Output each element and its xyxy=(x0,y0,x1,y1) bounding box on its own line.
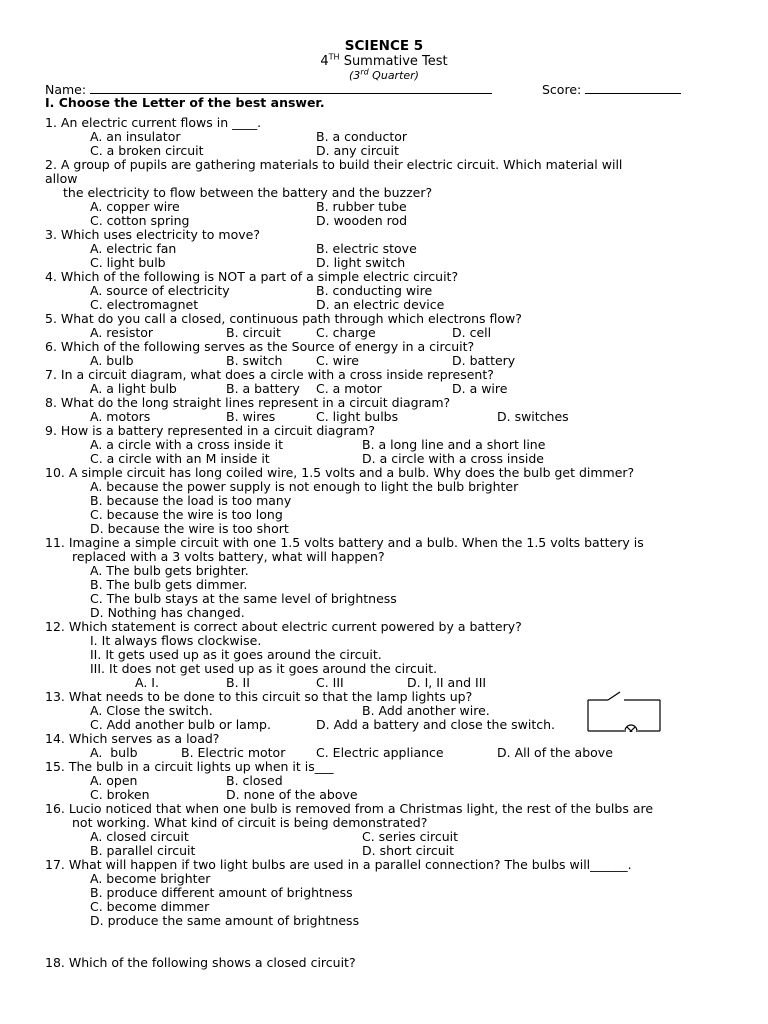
q17-option-b[interactable]: B. produce different amount of brightness xyxy=(90,885,353,900)
q6-option-d[interactable]: D. battery xyxy=(452,353,516,368)
question-6: 6. Which of the following serves as the Source of energy in a circuit? xyxy=(45,339,475,354)
score-label: Score: xyxy=(542,82,586,97)
section-heading: I. Choose the Letter of the best answer. xyxy=(45,95,325,110)
q4-option-b[interactable]: B. conducting wire xyxy=(316,283,433,298)
question-2-line-2: allow xyxy=(45,171,78,186)
q2-option-c[interactable]: C. cotton spring xyxy=(90,213,190,228)
q9-option-c[interactable]: C. a circle with an M inside it xyxy=(90,451,270,466)
q14-option-b[interactable]: B. Electric motor xyxy=(181,745,286,760)
q3-option-a[interactable]: A. electric fan xyxy=(90,241,177,256)
question-2-line-3: the electricity to flow between the battery and the buzzer? xyxy=(63,185,433,200)
q1-option-c[interactable]: C. a broken circuit xyxy=(90,143,204,158)
q17-option-d[interactable]: D. produce the same amount of brightness xyxy=(90,913,360,928)
subject-title: SCIENCE 5 xyxy=(344,38,424,54)
q6-option-b[interactable]: B. switch xyxy=(226,353,283,368)
score-field[interactable] xyxy=(542,82,681,97)
question-11: 11. Imagine a simple circuit with one 1.5 volts battery and a bulb. When the 1.5 volts battery is xyxy=(45,535,644,550)
question-12: 12. Which statement is correct about electric current powered by a battery? xyxy=(45,619,522,634)
question-8: 8. What do the long straight lines represent in a circuit diagram? xyxy=(45,395,451,410)
q13-option-c[interactable]: C. Add another bulb or lamp. xyxy=(90,717,271,732)
name-blank[interactable] xyxy=(90,82,492,94)
q15-option-b[interactable]: B. closed xyxy=(226,773,283,788)
q16-option-d[interactable]: D. short circuit xyxy=(362,843,455,858)
q17-option-a[interactable]: A. become brighter xyxy=(90,871,211,886)
question-16: 16. Lucio noticed that when one bulb is removed from a Christmas light, the rest of the bulbs are xyxy=(45,801,654,816)
q11-option-d[interactable]: D. Nothing has changed. xyxy=(90,605,245,620)
q12-statement-ii: II. It gets used up as it goes around the circuit. xyxy=(90,647,382,662)
q8-option-c[interactable]: C. light bulbs xyxy=(316,409,399,424)
question-4: 4. Which of the following is NOT a part of a simple electric circuit? xyxy=(45,269,459,284)
q1-option-b[interactable]: B. a conductor xyxy=(316,129,408,144)
q12-option-a[interactable]: A. I. xyxy=(135,675,159,690)
q9-option-d[interactable]: D. a circle with a cross inside xyxy=(362,451,544,466)
question-13: 13. What needs to be done to this circuit so that the lamp lights up? xyxy=(45,689,473,704)
question-7: 7. In a circuit diagram, what does a circle with a cross inside represent? xyxy=(45,367,494,382)
q7-option-b[interactable]: B. a battery xyxy=(226,381,300,396)
q11-option-c[interactable]: C. The bulb stays at the same level of brightness xyxy=(90,591,397,606)
question-1: 1. An electric current flows in ____. xyxy=(45,115,262,130)
question-17: 17. What will happen if two light bulbs are used in a parallel connection? The bulbs will______. xyxy=(45,857,632,872)
q5-option-a[interactable]: A. resistor xyxy=(90,325,154,340)
question-2: 2. A group of pupils are gathering materials to build their electric circuit. Which material will xyxy=(45,157,623,172)
q16-option-b[interactable]: B. parallel circuit xyxy=(90,843,196,858)
q6-option-c[interactable]: C. wire xyxy=(316,353,359,368)
question-10: 10. A simple circuit has long coiled wire, 1.5 volts and a bulb. Why does the bulb get dimmer? xyxy=(45,465,635,480)
q13-option-b[interactable]: B. Add another wire. xyxy=(362,703,490,718)
q5-option-c[interactable]: C. charge xyxy=(316,325,376,340)
q7-option-c[interactable]: C. a motor xyxy=(316,381,382,396)
q10-option-d[interactable]: D. because the wire is too short xyxy=(90,521,289,536)
score-blank[interactable] xyxy=(585,82,681,94)
q12-statement-i: I. It always flows clockwise. xyxy=(90,633,262,648)
quarter-number: (3 xyxy=(349,69,361,82)
q7-option-a[interactable]: A. a light bulb xyxy=(90,381,177,396)
q10-option-c[interactable]: C. because the wire is too long xyxy=(90,507,283,522)
question-9: 9. How is a battery represented in a circuit diagram? xyxy=(45,423,375,438)
q5-option-d[interactable]: D. cell xyxy=(452,325,492,340)
question-15: 15. The bulb in a circuit lights up when it is___ xyxy=(45,759,334,774)
switch-lever-icon xyxy=(608,692,620,700)
q7-option-d[interactable]: D. a wire xyxy=(452,381,508,396)
q9-option-a[interactable]: A. a circle with a cross inside it xyxy=(90,437,283,452)
q4-option-a[interactable]: A. source of electricity xyxy=(90,283,230,298)
q3-option-b[interactable]: B. electric stove xyxy=(316,241,417,256)
q8-option-d[interactable]: D. switches xyxy=(497,409,569,424)
q3-option-c[interactable]: C. light bulb xyxy=(90,255,166,270)
q10-option-b[interactable]: B. because the load is too many xyxy=(90,493,292,508)
q9-option-b[interactable]: B. a long line and a short line xyxy=(362,437,546,452)
q16-option-a[interactable]: A. closed circuit xyxy=(90,829,189,844)
test-number-suffix: TH xyxy=(328,52,340,62)
test-title xyxy=(0,54,768,69)
q17-option-c[interactable]: C. become dimmer xyxy=(90,899,210,914)
q10-option-a[interactable]: A. because the power supply is not enough to light the bulb brighter xyxy=(90,479,519,494)
q6-option-a[interactable]: A. bulb xyxy=(90,353,134,368)
q15-option-a[interactable]: A. open xyxy=(90,773,138,788)
q14-option-d[interactable]: D. All of the above xyxy=(497,745,613,760)
question-18: 18. Which of the following shows a closed circuit? xyxy=(45,955,356,970)
q2-option-a[interactable]: A. copper wire xyxy=(90,199,180,214)
q11-option-b[interactable]: B. The bulb gets dimmer. xyxy=(90,577,248,592)
name-label: Name: xyxy=(45,82,91,97)
q2-option-b[interactable]: B. rubber tube xyxy=(316,199,407,214)
q5-option-b[interactable]: B. circuit xyxy=(226,325,281,340)
question-14: 14. Which serves as a load? xyxy=(45,731,220,746)
q8-option-a[interactable]: A. motors xyxy=(90,409,151,424)
q4-option-d[interactable]: D. an electric device xyxy=(316,297,445,312)
q14-option-c[interactable]: C. Electric appliance xyxy=(316,745,444,760)
q16-option-c[interactable]: C. series circuit xyxy=(362,829,459,844)
q1-option-d[interactable]: D. any circuit xyxy=(316,143,399,158)
q12-option-b[interactable]: B. II xyxy=(226,675,250,690)
q15-option-c[interactable]: C. broken xyxy=(90,787,150,802)
q12-option-d[interactable]: D. I, II and III xyxy=(407,675,487,690)
q13-option-d[interactable]: D. Add a battery and close the switch. xyxy=(316,717,556,732)
q12-statement-iii: III. It does not get used up as it goes around the circuit. xyxy=(90,661,438,676)
q3-option-d[interactable]: D. light switch xyxy=(316,255,406,270)
question-11-line-2: replaced with a 3 volts battery, what will happen? xyxy=(72,549,385,564)
q2-option-d[interactable]: D. wooden rod xyxy=(316,213,408,228)
test-number: 4 xyxy=(320,54,329,69)
question-16-line-2: not working. What kind of circuit is being demonstrated? xyxy=(72,815,428,830)
q12-option-c[interactable]: C. III xyxy=(316,675,344,690)
test-title-text: Summative Test xyxy=(339,54,448,69)
question-3: 3. Which uses electricity to move? xyxy=(45,227,260,242)
question-5: 5. What do you call a closed, continuous path through which electrons flow? xyxy=(45,311,522,326)
q4-option-c[interactable]: C. electromagnet xyxy=(90,297,199,312)
q8-option-b[interactable]: B. wires xyxy=(226,409,276,424)
quarter-suffix: rd xyxy=(360,67,369,77)
open-circuit-diagram xyxy=(584,688,664,732)
quarter-text: Quarter) xyxy=(368,69,419,82)
q13-option-a[interactable]: A. Close the switch. xyxy=(90,703,213,718)
q15-option-d[interactable]: D. none of the above xyxy=(226,787,358,802)
q1-option-a[interactable]: A. an insulator xyxy=(90,129,181,144)
q11-option-a[interactable]: A. The bulb gets brighter. xyxy=(90,563,249,578)
quarter-label xyxy=(0,69,768,82)
q14-option-a[interactable]: A. bulb xyxy=(90,745,138,760)
